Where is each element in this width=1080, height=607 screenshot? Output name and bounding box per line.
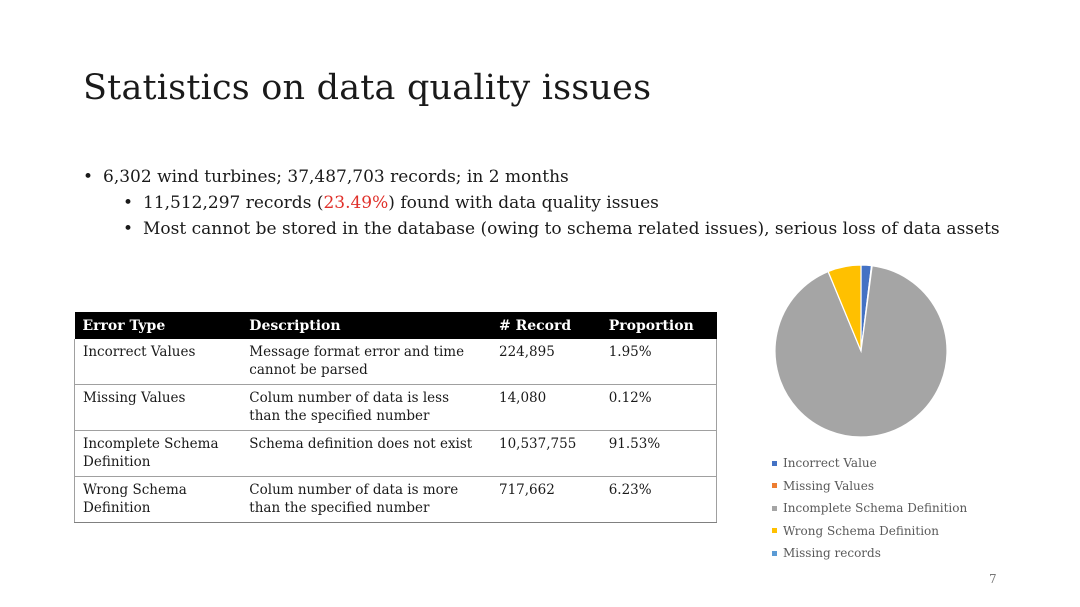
bullet-sub-2	[83, 218, 1063, 240]
header-proportion: Proportion	[601, 312, 717, 339]
header-description: Description	[241, 312, 491, 339]
table-row	[75, 385, 717, 431]
error-pie-chart	[772, 262, 950, 440]
cell-record: 717,662	[491, 477, 601, 523]
bullet-sub-1-suffix: ) found with data quality issues	[388, 193, 659, 213]
legend-swatch-icon	[772, 551, 777, 556]
bullet-dot-icon: •	[123, 219, 134, 239]
legend-label: Incorrect Value	[783, 456, 877, 471]
bullet-sub-1	[83, 192, 1063, 214]
legend-swatch-icon	[772, 483, 777, 488]
legend-item	[772, 520, 967, 543]
cell-proportion: 0.12%	[601, 385, 717, 431]
legend-label: Missing Values	[783, 478, 875, 493]
table-header-row	[75, 312, 717, 339]
bullet-dot-icon: •	[83, 167, 94, 187]
table-row	[75, 339, 717, 385]
header-record: # Record	[491, 312, 601, 339]
slide-title: Statistics on data quality issues	[83, 68, 652, 108]
cell-record: 10,537,755	[491, 431, 601, 477]
cell-proportion: 1.95%	[601, 339, 717, 385]
bullet-dot-icon: •	[123, 193, 134, 213]
legend-item	[772, 452, 967, 475]
legend-label: Wrong Schema Definition	[783, 523, 940, 538]
cell-description: Colum number of data is less than the specified number	[241, 385, 491, 431]
legend-label: Missing records	[783, 546, 881, 561]
cell-proportion: 6.23%	[601, 477, 717, 523]
cell-record: 224,895	[491, 339, 601, 385]
table-row	[75, 477, 717, 523]
cell-proportion: 91.53%	[601, 431, 717, 477]
cell-error-type: Missing Values	[75, 385, 242, 431]
bullet-main-text: 6,302 wind turbines; 37,487,703 records; in 2 months	[103, 167, 569, 187]
issue-percentage: 23.49%	[323, 193, 389, 213]
cell-description: Schema definition does not exist	[241, 431, 491, 477]
cell-error-type: Incomplete Schema Definition	[75, 431, 242, 477]
legend-item	[772, 497, 967, 520]
header-error-type: Error Type	[75, 312, 242, 339]
cell-description: Message format error and time cannot be parsed	[241, 339, 491, 385]
page-number: 7	[989, 572, 997, 586]
cell-record: 14,080	[491, 385, 601, 431]
error-table	[74, 312, 717, 523]
legend-item	[772, 542, 967, 565]
cell-description: Colum number of data is more than the specified number	[241, 477, 491, 523]
cell-error-type: Incorrect Values	[75, 339, 242, 385]
legend-item	[772, 475, 967, 498]
bullet-list	[83, 166, 1063, 244]
legend-label: Incomplete Schema Definition	[783, 501, 968, 516]
legend-swatch-icon	[772, 528, 777, 533]
bullet-main	[83, 166, 1063, 188]
cell-error-type: Wrong Schema Definition	[75, 477, 242, 523]
table-row	[75, 431, 717, 477]
pie-legend	[772, 452, 967, 565]
bullet-sub-1-prefix: 11,512,297 records (	[143, 193, 324, 213]
legend-swatch-icon	[772, 461, 777, 466]
bullet-sub-2-text: Most cannot be stored in the database (owing to schema related issues), serious loss of data assets	[143, 219, 1000, 239]
legend-swatch-icon	[772, 506, 777, 511]
